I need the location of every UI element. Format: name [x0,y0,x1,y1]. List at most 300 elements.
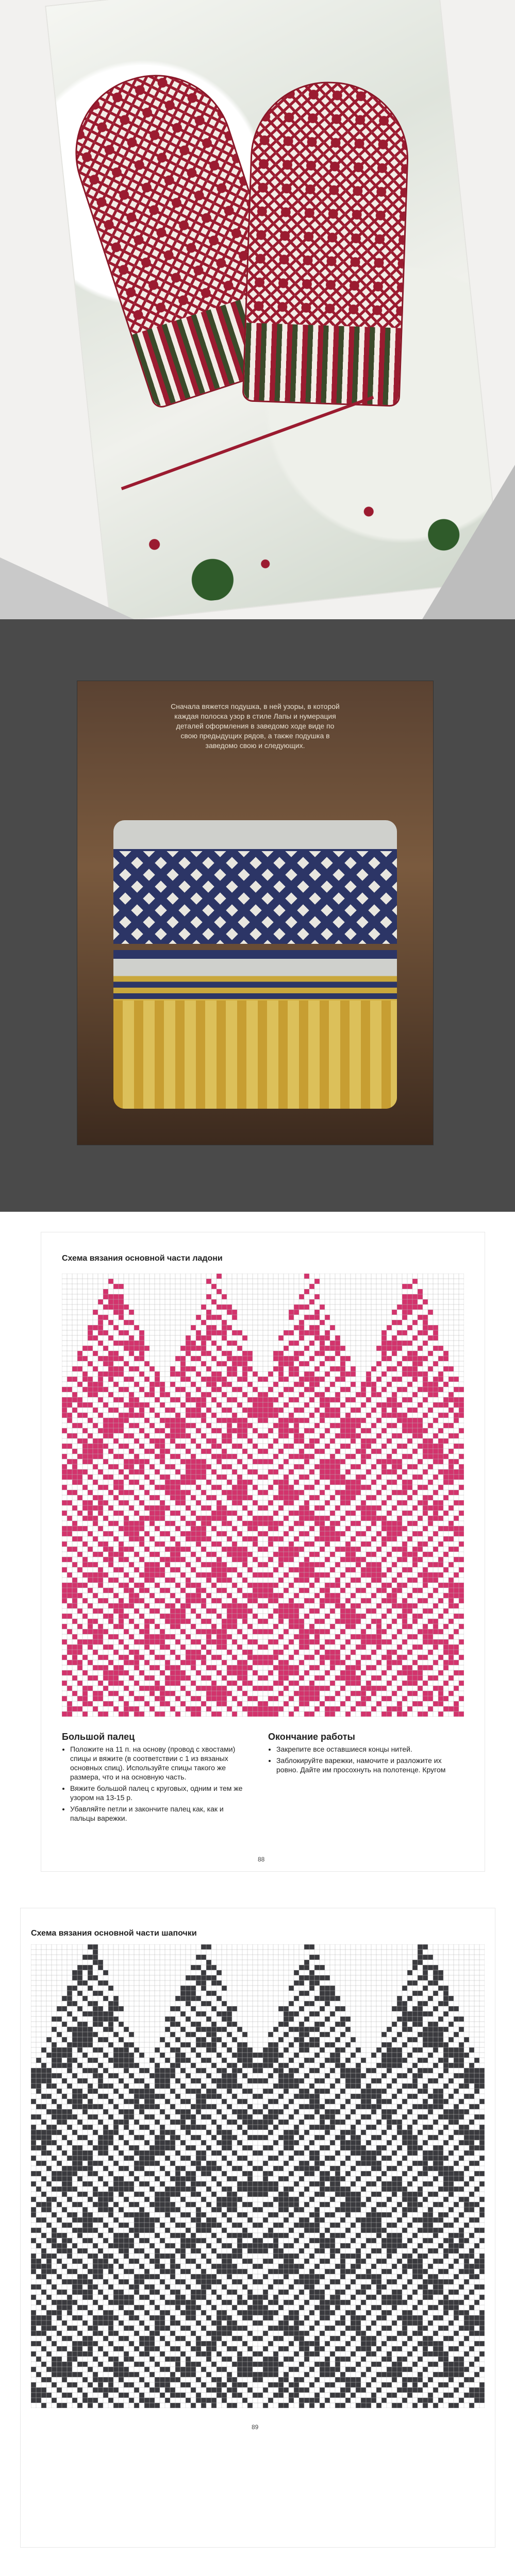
chart-cell [278,2166,284,2171]
chart-cell [433,1675,438,1681]
chart-cell [454,1593,459,1598]
chart-cell [217,1274,222,1279]
chart-cell [129,1505,134,1511]
chart-cell [304,1371,309,1377]
chart-cell [217,1614,222,1619]
chart-cell [335,1505,340,1511]
chart-cell [201,2156,206,2161]
chart-cell [320,2063,325,2068]
chart-cell [124,2068,129,2073]
chart-cell [469,2150,474,2156]
chart-cell [397,2016,402,2022]
chart-cell [211,1341,217,1346]
chart-cell [77,1356,82,1361]
chart-cell [186,1975,191,1980]
chart-cell [247,1598,253,1603]
chart-cell [320,1392,325,1397]
chart-cell [304,1511,309,1516]
chart-cell [407,2068,412,2073]
chart-cell [314,1335,320,1341]
chart-cell [273,1454,278,1459]
chart-cell [227,1614,232,1619]
chart-cell [294,1397,299,1402]
chart-cell [428,1955,433,1960]
chart-cell [397,2120,402,2125]
chart-cell [77,2120,82,2125]
chart-cell [103,2202,108,2207]
chart-cell [412,1634,418,1639]
chart-cell [340,1557,345,1562]
chart-cell [304,2042,309,2047]
chart-cell [211,1975,217,1980]
chart-cell [418,1955,423,1960]
chart-cell [345,2078,351,2083]
chart-cell [412,2016,418,2022]
chart-cell [273,1696,278,1701]
chart-cell [258,2150,263,2156]
chart-cell [320,2181,325,2187]
chart-cell [119,1428,124,1433]
chart-cell [381,1526,387,1531]
chart-cell [175,1681,180,1686]
chart-cell [180,1572,186,1578]
chart-cell [448,2176,454,2181]
chart-cell [108,1986,113,1991]
chart-cell [320,2171,325,2176]
chart-cell [335,1464,340,1469]
chart-cell [454,1516,459,1521]
chart-cell [443,1706,448,1711]
chart-cell [165,2068,170,2073]
chart-cell [196,1516,201,1521]
chart-cell [67,1557,72,1562]
chart-cell [459,1531,464,1536]
chart-cell [196,2223,201,2228]
chart-cell [170,1418,175,1423]
chart-cell [418,1701,423,1706]
chart-cell [397,1557,402,1562]
chart-cell [376,1624,381,1629]
chart-cell [448,1583,454,1588]
chart-cell [72,2073,77,2078]
chart-page-card [41,1232,485,1871]
chart-cell [268,1387,273,1392]
chart-cell [144,1660,149,1665]
chart-cell [227,2135,232,2140]
chart-cell [165,2083,170,2089]
chart-cell [284,1490,289,1495]
chart-cell [268,2171,273,2176]
chart-cell [314,1315,320,1320]
chart-cell [160,1572,165,1578]
chart-cell [180,2156,186,2161]
chart-cell [129,1490,134,1495]
chart-cell [376,2223,381,2228]
chart-cell [165,1645,170,1650]
chart-cell [330,2223,335,2228]
chart-cell [299,1361,304,1366]
chart-cell [67,1459,72,1464]
chart-cell [160,1686,165,1691]
chart-cell [423,2042,428,2047]
chart-cell [201,1397,206,1402]
chart-cell [304,2187,309,2192]
chart-cell [351,1670,356,1675]
chart-cell [253,2192,258,2197]
chart-cell [88,1454,93,1459]
chart-cell [392,1598,397,1603]
chart-cell [289,1356,294,1361]
chart-cell [170,1495,175,1500]
chart-cell [294,2140,299,2145]
chart-cell [258,1588,263,1593]
chart-cell [314,1634,320,1639]
chart-cell [77,1454,82,1459]
chart-cell [289,2145,294,2150]
chart-cell [371,1686,376,1691]
chart-cell [433,2047,438,2053]
chart-cell [180,1402,186,1408]
chart-cell [217,1696,222,1701]
chart-cell [170,2130,175,2135]
chart-cell [155,1598,160,1603]
chart-cell [170,1567,175,1572]
chart-cell [227,1304,232,1310]
chart-cell [41,2207,46,2212]
chart-cell [464,2109,469,2114]
chart-cell [304,2104,309,2109]
chart-cell [217,2037,222,2042]
chart-cell [211,1413,217,1418]
chart-cell [433,1377,438,1382]
chart-cell [330,2027,335,2032]
chart-cell [294,2150,299,2156]
chart-cell [222,1330,227,1335]
chart-cell [428,1505,433,1511]
chart-cell [211,1315,217,1320]
chart-cell [356,1505,361,1511]
chart-cell [175,2037,180,2042]
chart-cell [340,2032,345,2037]
chart-cell [376,2233,381,2238]
chart-cell [186,1603,191,1608]
chart-cell [438,2187,443,2192]
chart-cell [88,1645,93,1650]
chart-cell [407,1428,412,1433]
chart-cell [263,1655,268,1660]
chart-cell [448,1562,454,1567]
chart-cell [93,2171,98,2176]
chart-cell [77,1480,82,1485]
right-mitten [242,79,411,407]
chart-cell [314,2217,320,2223]
chart-cell [36,2145,41,2150]
chart-cell [217,1980,222,1986]
chart-cell [134,1696,139,1701]
chart-cell [211,1428,217,1433]
chart-cell [320,1469,325,1475]
chart-cell [227,1310,232,1315]
chart-cell [129,2145,134,2150]
chart-cell [289,1387,294,1392]
chart-cell [376,2120,381,2125]
chart-cell [284,1660,289,1665]
chart-cell [175,2171,180,2176]
chart-cell [433,1475,438,1480]
chart-cell [206,1706,211,1711]
chart-cell [139,1469,144,1475]
chart-cell [402,2130,407,2135]
chart-cell [351,1681,356,1686]
chart-cell [443,1696,448,1701]
chart-cell [459,1598,464,1603]
chart-cell [155,1655,160,1660]
chart-cell [335,1490,340,1495]
chart-cell [67,1996,72,2001]
chart-cell [294,1366,299,1371]
chart-cell [387,1624,392,1629]
chart-cell [232,1619,237,1624]
chart-cell [345,1614,351,1619]
chart-cell [113,1480,119,1485]
chart-cell [428,1335,433,1341]
chart-cell [278,1377,284,1382]
chart-cell [361,1454,366,1459]
chart-cell [423,1382,428,1387]
chart-cell [196,2099,201,2104]
chart-cell [397,1361,402,1366]
chart-cell [242,2202,247,2207]
chart-cell [438,1572,443,1578]
chart-cell [438,1500,443,1505]
chart-cell [314,2078,320,2083]
chart-cell [412,1366,418,1371]
chart-cell [304,1711,309,1717]
chart-cell [402,1413,407,1418]
chart-cell [139,2109,144,2114]
chart-cell [438,2027,443,2032]
chart-cell [160,2037,165,2042]
chart-cell [309,1516,314,1521]
chart-cell [155,1552,160,1557]
chart-cell [103,1655,108,1660]
chart-cell [149,2217,155,2223]
chart-cell [325,2187,330,2192]
chart-cell [93,1562,98,1567]
chart-cell [366,1686,371,1691]
chart-cell [335,1459,340,1464]
chart-cell [320,1660,325,1665]
chart-cell [345,1557,351,1562]
chart-cell [211,1655,217,1660]
chart-cell [134,2150,139,2156]
chart-cell [418,1614,423,1619]
chart-cell [376,1645,381,1650]
chart-cell [108,2114,113,2120]
chart-title: Схема вязания основной части шапочки [31,1929,197,1938]
chart-cell [387,2156,392,2161]
chart-cell [103,1572,108,1578]
chart-cell [98,1449,103,1454]
chart-cell [387,1660,392,1665]
chart-cell [314,1965,320,1970]
chart-cell [93,2228,98,2233]
chart-cell [258,2187,263,2192]
chart-cell [124,2109,129,2114]
chart-cell [72,1526,77,1531]
chart-cell [113,1366,119,1371]
chart-cell [67,2171,72,2176]
chart-cell [268,1614,273,1619]
chart-cell [340,2068,345,2073]
chart-cell [191,1639,196,1645]
chart-cell [454,1660,459,1665]
chart-cell [247,1552,253,1557]
chart-cell [459,1567,464,1572]
chart-cell [222,1629,227,1634]
chart-cell [77,2094,82,2099]
chart-cell [72,1433,77,1438]
chart-cell [423,2166,428,2171]
chart-cell [222,1505,227,1511]
chart-cell [170,1490,175,1495]
chart-cell [278,2073,284,2078]
chart-cell [381,2156,387,2161]
chart-cell [139,1464,144,1469]
chart-cell [402,1423,407,1428]
chart-cell [201,1335,206,1341]
chart-cell [335,2053,340,2058]
chart-cell [314,1562,320,1567]
chart-cell [284,2047,289,2053]
chart-cell [397,1444,402,1449]
chart-cell [289,2073,294,2078]
chart-cell [330,1341,335,1346]
chart-cell [356,1665,361,1670]
chart-cell [376,2176,381,2181]
chart-cell [376,2217,381,2223]
chart-cell [423,1299,428,1304]
chart-cell [433,1645,438,1650]
chart-cell [206,1578,211,1583]
chart-cell [57,2073,62,2078]
chart-cell [232,1469,237,1475]
chart-cell [402,2006,407,2011]
chart-cell [351,1480,356,1485]
chart-cell [144,2161,149,2166]
chart-cell [124,2058,129,2063]
chart-cell [67,2063,72,2068]
chart-cell [273,2058,278,2063]
chart-cell [366,2150,371,2156]
chart-cell [423,1371,428,1377]
chart-cell [98,1397,103,1402]
chart-cell [62,1541,67,1547]
chart-cell [180,1490,186,1495]
chart-cell [330,1423,335,1428]
chart-cell [139,1696,144,1701]
chart-cell [294,1454,299,1459]
chart-cell [361,1691,366,1696]
chart-cell [371,2094,376,2099]
chart-cell [52,2156,57,2161]
chart-cell [155,1624,160,1629]
chart-cell [469,2104,474,2109]
chart-cell [443,2063,448,2068]
chart-cell [108,1475,113,1480]
chart-cell [304,1614,309,1619]
chart-cell [227,1325,232,1330]
chart-cell [412,2233,418,2238]
chart-cell [103,1361,108,1366]
chart-cell [52,2187,57,2192]
chart-cell [448,1397,454,1402]
chart-cell [170,1624,175,1629]
chart-cell [98,2135,103,2140]
chart-cell [278,1335,284,1341]
chart-cell [351,1650,356,1655]
chart-cell [119,2109,124,2114]
chart-page-1 [0,1212,515,1888]
chart-cell [247,1397,253,1402]
chart-cell [325,1598,330,1603]
chart-cell [423,2001,428,2006]
chart-cell [175,1371,180,1377]
chart-cell [387,2181,392,2187]
chart-cell [268,1444,273,1449]
chart-cell [412,2140,418,2145]
chart-cell [376,1433,381,1438]
chart-cell [82,2053,88,2058]
chart-cell [160,1701,165,1706]
chart-cell [438,2058,443,2063]
chart-cell [82,2037,88,2042]
chart-cell [57,2202,62,2207]
chart-cell [299,1547,304,1552]
chart-cell [82,1346,88,1351]
chart-cell [165,1449,170,1454]
chart-cell [320,1475,325,1480]
photo-shadow [422,465,515,619]
chart-cell [278,2150,284,2156]
chart-cell [371,1706,376,1711]
chart-cell [371,2104,376,2109]
chart-cell [196,2068,201,2073]
chart-cell [52,2130,57,2135]
chart-cell [304,2032,309,2037]
chart-cell [299,1294,304,1299]
chart-cell [93,1955,98,1960]
chart-cell [294,2166,299,2171]
chart-cell [129,1464,134,1469]
chart-cell [423,2212,428,2217]
chart-cell [134,1356,139,1361]
chart-cell [139,1686,144,1691]
chart-cell [77,1397,82,1402]
chart-cell [72,1645,77,1650]
chart-cell [371,2135,376,2140]
chart-cell [67,1402,72,1408]
chart-cell [407,1408,412,1413]
chart-cell [469,2192,474,2197]
chart-cell [345,1624,351,1629]
chart-cell [433,2135,438,2140]
chart-cell [278,2094,284,2099]
chart-cell [113,1464,119,1469]
chart-cell [268,1397,273,1402]
chart-cell [438,1454,443,1459]
chart-cell [149,2156,155,2161]
